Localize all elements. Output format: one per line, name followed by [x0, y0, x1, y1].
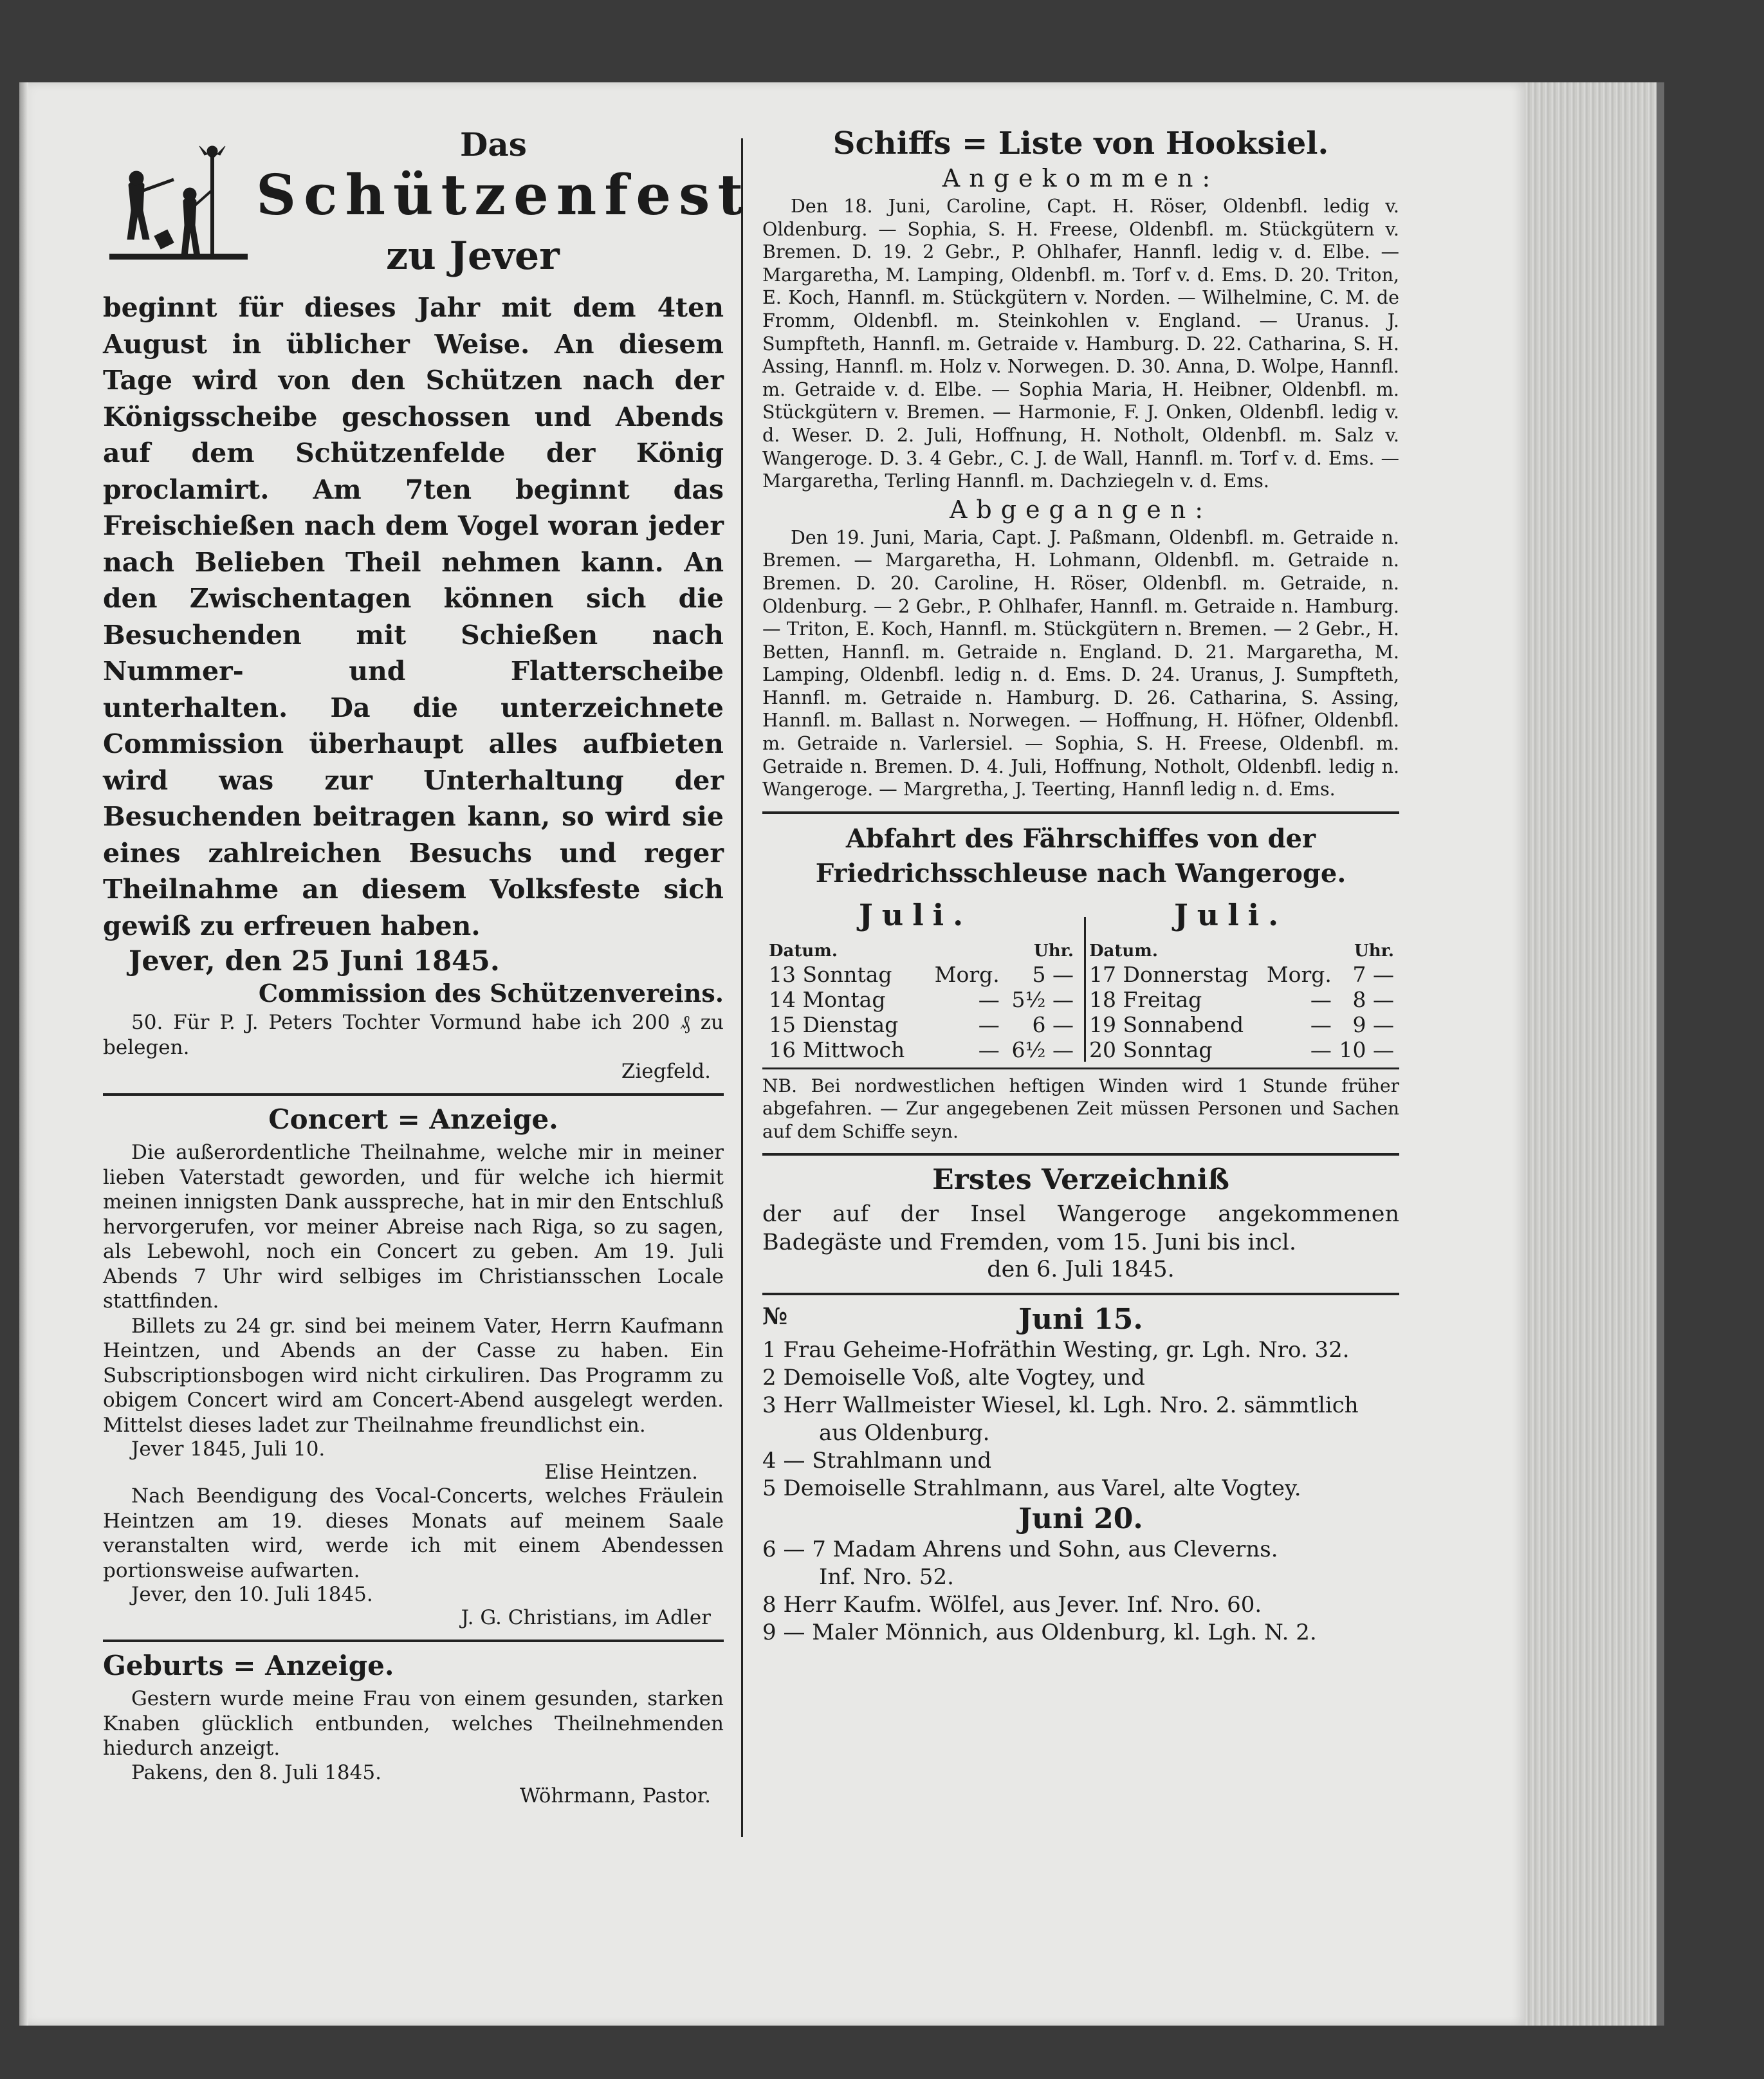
register-entry: aus Oldenburg.: [819, 1420, 990, 1446]
ferry-cell-date: 14 Montag: [769, 986, 886, 1012]
concert-title: Concert = Anzeige.: [268, 1104, 558, 1135]
ferry-cell-part: —: [1310, 1037, 1332, 1062]
fest-body: beginnt für dieses Jahr mit dem 4ten August in üblicher Weise. An diesem Tage wird von den Schützen nach der Königsscheibe geschossen und Abends auf dem Schützenfelde der König proclamirt. Am 7ten beginnt das Freischießen nach dem Vogel woran jeder nach Belieben Theil nehmen kann. An den Zwischentagen können sich die Besuchenden mit Schießen nach Nummer- und Flatterscheibe unterhalten. Da die unterzeichnete Commission überhaupt alles aufbieten wird was zur Unterhaltung der Besuchenden beitragen kann, so wird sie eines zahlreichen Besuchs und reger Theilnahme an diesem Volksfeste sich gewiß zu erfreuen haben.: [103, 292, 724, 941]
ferry-head-hour: Uhr.: [1354, 941, 1394, 961]
notice-50-text: 50. Für P. J. Peters Tochter Vormund habe ich 200 ₰ zu belegen.: [103, 1011, 724, 1059]
section-divider: [103, 1640, 724, 1642]
schuetzenfest-header: [103, 125, 751, 290]
register-entry: 3 Herr Wallmeister Wiesel, kl. Lgh. Nro. 2. sämmtlich: [762, 1392, 1359, 1419]
ferry-row: [769, 962, 1078, 987]
ferry-cell-date: 13 Sonntag: [769, 961, 892, 987]
ferry-table-right: [1089, 940, 1398, 1062]
ferry-cell-hour: 8 —: [1352, 986, 1394, 1012]
ferry-head-date: Datum.: [1089, 941, 1158, 961]
ship-list-title: Schiffs = Liste von Hooksiel.: [832, 125, 1329, 162]
ferry-row: [769, 987, 1078, 1012]
ship-arrived-label: Angekommen:: [942, 164, 1220, 192]
ferry-cell-date: 19 Sonnabend: [1089, 1012, 1244, 1037]
register-title: Erstes Verzeichniß: [932, 1163, 1229, 1197]
concert-date: Jever 1845, Juli 10.: [131, 1437, 326, 1461]
ferry-cell-date: 18 Freitag: [1089, 986, 1202, 1012]
ferry-row: [1089, 962, 1398, 987]
register-day-1-list: [762, 1336, 1399, 1502]
ferry-note: NB. Bei nordwestlichen heftigen Winden wird 1 Stunde früher abgefahren. — Zur angegebenen Zeit müssen Personen und Sachen auf dem Schiffe seyn.: [762, 1075, 1399, 1142]
register-entry: Inf. Nro. 52.: [819, 1564, 954, 1591]
ferry-cell-date: 20 Sonntag: [1089, 1037, 1213, 1062]
birth-title: Geburts = Anzeige.: [103, 1650, 394, 1681]
concert-signature-2: J. G. Christians, im Adler: [461, 1606, 711, 1629]
birth-text: Gestern wurde meine Frau von einem gesunden, starken Knaben glücklich entbunden, welches Theilnehmenden hiedurch anzeigt.: [103, 1687, 724, 1760]
concert-date-2: Jever, den 10. Juli 1845.: [131, 1583, 373, 1606]
ferry-rule: [762, 1067, 1399, 1069]
ferry-head-hour: Uhr.: [1034, 941, 1074, 961]
ferry-cell-date: 17 Donnerstag: [1089, 961, 1249, 987]
section-divider: [762, 1153, 1399, 1156]
register-day-2-label: Juni 20.: [1018, 1502, 1143, 1536]
concert-paragraph-3: Nach Beendigung des Vocal-Concerts, welches Fräulein Heintzen am 19. dieses Monats auf meinem Saale veranstalten wird, werde ich mit einem Abendessen portionsweise aufwarten.: [103, 1484, 724, 1582]
section-divider: [762, 1293, 1399, 1295]
ferry-cell-hour: 7 —: [1352, 961, 1394, 987]
register-entry: 6 — 7 Madam Ahrens und Sohn, aus Cleverns.: [762, 1537, 1278, 1563]
register-entry: 2 Demoiselle Voß, alte Vogtey, und: [762, 1365, 1145, 1391]
ferry-cell-hour: 6 —: [1032, 1012, 1074, 1037]
ferry-cell-hour: 5½ —: [1011, 986, 1074, 1012]
ferry-head-date: Datum.: [769, 941, 838, 961]
ferry-row: [769, 1012, 1078, 1037]
register-entry: 4 — Strahlmann und: [762, 1448, 992, 1474]
ferry-cell-date: 15 Dienstag: [769, 1012, 899, 1037]
register-day-1-label: Juni 15.: [1018, 1303, 1143, 1336]
ferry-title: Abfahrt des Fährschiffes von der Friedrichsschleuse nach Wangeroge.: [815, 823, 1346, 889]
concert-paragraph-1: Die außerordentliche Theilnahme, welche mir in meiner lieben Vaterstadt geworden, und für welche ich hiermit meinen innigsten Dank ausspreche, hat in mir den Entschluß hervorgerufen, vor meiner Abreise nach Riga, so zu sagen, als Lebewohl, noch ein Concert zu geben. Am 19. Juli Abends 7 Uhr wird selbiges im Christiansschen Locale stattfinden.: [103, 1141, 724, 1313]
notice-50-signature: Ziegfeld.: [621, 1060, 711, 1083]
fest-signature: Commission des Schützenvereins.: [258, 979, 724, 1008]
ship-departed-text: Den 19. Juni, Maria, Capt. J. Paßmann, Oldenbfl. m. Getraide n. Bremen. — Margaretha, H. Lohmann, Oldenbfl. m. Getraide n. Bremen. D. 20. Caroline, H. Röser, Oldenbfl. m. Getraide, n. Oldenburg. — 2 Gebr., P. Ohlhafer, Hannfl. m. Getraide n. Hamburg. — Triton, E. Koch, Hannfl. m. Stückgütern n. Bremen. — 2 Gebr., H. Betten, Hannfl. m. Getraide n. England. D. 21. Margaretha, M. Lamping, Oldenbfl. ledig n. d. Ems. D. 24. Uranus, J. Sumpfteth, Hannfl. m. Getraide n. Hamburg. D. 26. Catharina, S. Assing, Hannfl. m. Ballast n. Norwegen. — Hoffnung, H. Höfner, Oldenbfl. m. Getraide n. Varlersiel. — Sophia, S. H. Freese, Oldenbfl. m. Getraide n. Bremen. D. 4. Juli, Hoffnung, Notholt, Oldenbfl. ledig n. Wangeroge. — Margretha, J. Teerting, Hannfl ledig n. d. Ems.: [762, 526, 1399, 800]
column-divider: [741, 138, 743, 1837]
concert-paragraph-2: Billets zu 24 gr. sind bei meinem Vater, Herrn Kaufmann Heintzen, und Abends an der Casse zu haben. Ein Subscriptionsbogen wird nicht cirkuliren. Das Programm zu obigem Concert wird am Concert-Abend ausgelegt werden. Mittelst dieses ladet zur Theilnahme freundlichst ein.: [103, 1314, 724, 1437]
ferry-month-left: Juli.: [859, 897, 973, 932]
ferry-cell-hour: 10 —: [1339, 1037, 1394, 1062]
ferry-row: [1089, 1037, 1398, 1062]
register-entry: 5 Demoiselle Strahlmann, aus Varel, alte Vogtey.: [762, 1475, 1301, 1502]
fest-title: Schützenfest: [256, 163, 751, 228]
fest-date: Jever, den 25 Juni 1845.: [129, 945, 500, 977]
birth-signature: Wöhrmann, Pastor.: [520, 1784, 711, 1807]
ferry-row: [1089, 987, 1398, 1012]
concert-signature: Elise Heintzen.: [544, 1461, 698, 1484]
ship-arrived-text: Den 18. Juni, Caroline, Capt. H. Röser, Oldenbfl. ledig v. Oldenburg. — Sophia, S. H. Freese, Oldenbfl. m. Stückgütern v. Bremen. D. 19. 2 Gebr., P. Ohlhafer, Hannfl. ledig v. d. Elbe. — Margaretha, M. Lamping, Oldenbfl. m. Torf v. d. Ems. D. 20. Triton, E. Koch, Hannfl. m. Stückgütern v. Norden. — Wilhelmine, C. M. de Fromm, Oldenbfl. m. Steinkohlen v. England. — Uranus. J. Sumpfteth, Hannfl. m. Getraide v. Hamburg. D. 22. Catharina, S. H. Assing, Hannfl. m. Holz v. Norwegen. D. 30. Anna, D. Wolpe, Hannfl. m. Getraide v. d. Elbe. — Sophia Maria, H. Heibner, Oldenbfl. m. Stückgütern v. Bremen. — Harmonie, F. J. Onken, Oldenbfl. ledig v. d. Weser. D. 2. Juli, Hoffnung, H. Notholt, Oldenbfl. m. Salz v. Wangeroge. D. 3. 4 Gebr., C. J. de Wall, Hannfl. m. Torf v. d. Ems. — Margaretha, Terling Hannfl. m. Dachziegeln v. d. Ems.: [762, 196, 1399, 492]
page-stack-shadow: [1657, 82, 1664, 2026]
ferry-cell-part: —: [1310, 986, 1332, 1012]
register-entry: 9 — Maler Mönnich, aus Oldenburg, kl. Lgh. N. 2.: [762, 1620, 1317, 1646]
right-column: [762, 125, 1399, 1647]
register-number-label: №: [762, 1303, 788, 1331]
shooters-vignette-icon: [109, 140, 248, 262]
ferry-row: [1089, 1012, 1398, 1037]
ferry-table-left: [769, 940, 1078, 1062]
ferry-cell-part: Morg.: [934, 961, 1000, 987]
ship-departed-label: Abgegangen:: [949, 495, 1213, 524]
ferry-cell-part: —: [978, 1037, 1000, 1062]
register-day-2-list: [762, 1536, 1399, 1647]
ferry-divider: [1084, 917, 1086, 1062]
ferry-cell-part: —: [978, 1012, 1000, 1037]
ferry-cell-hour: 9 —: [1352, 1012, 1394, 1037]
ferry-cell-hour: 6½ —: [1011, 1037, 1074, 1062]
left-column: [103, 125, 751, 1807]
ferry-cell-part: Morg.: [1266, 961, 1332, 987]
fest-location: zu Jever: [386, 234, 560, 279]
register-entry: 1 Frau Geheime-Hofräthin Westing, gr. Lgh. Nro. 32.: [762, 1337, 1350, 1363]
ferry-row: [769, 1037, 1078, 1062]
ferry-cell-part: —: [1310, 1012, 1332, 1037]
page-binding-shadow: [19, 82, 28, 2026]
ferry-cell-hour: 5 —: [1032, 961, 1074, 987]
register-day-2: [762, 1502, 1399, 1536]
register-day-1: [762, 1303, 1399, 1336]
ferry-schedule: [762, 898, 1399, 1065]
fest-pre-title: Das: [460, 125, 527, 163]
section-divider: [103, 1093, 724, 1096]
register-subtitle: der auf der Insel Wangeroge angekommenen Badegäste und Fremden, vom 15. Juni bis incl.: [762, 1201, 1399, 1256]
page-stack-edge: [1525, 82, 1660, 2026]
ferry-month-right: Juli.: [1174, 897, 1288, 932]
register-subtitle-date: den 6. Juli 1845.: [987, 1257, 1175, 1283]
ferry-cell-part: —: [978, 986, 1000, 1012]
register-entry: 8 Herr Kaufm. Wölfel, aus Jever. Inf. Nro. 60.: [762, 1592, 1262, 1618]
ferry-cell-date: 16 Mittwoch: [769, 1037, 905, 1062]
section-divider: [762, 811, 1399, 814]
birth-date: Pakens, den 8. Juli 1845.: [131, 1760, 381, 1784]
